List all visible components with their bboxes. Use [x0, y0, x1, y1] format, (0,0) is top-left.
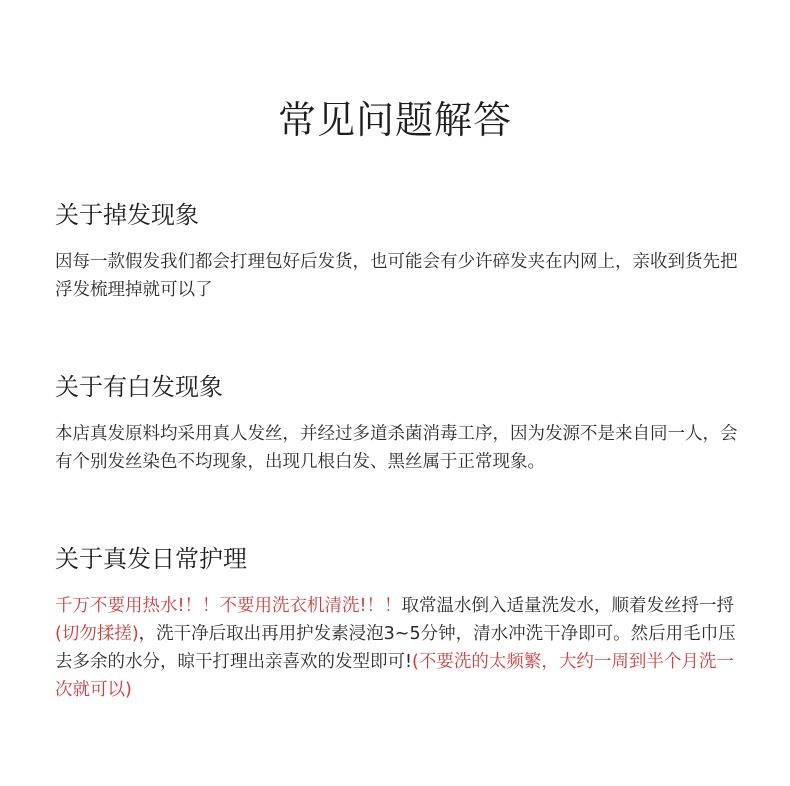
section-body: 因每一款假发我们都会打理包好后发货，也可能会有少许碎发夹在内网上，亲收到货先把浮发梳理掉就可以了	[55, 252, 738, 300]
section-heading: 关于掉发现象	[55, 201, 199, 229]
frequency-note: (不要洗的太频繁，大约一周到半个月洗一次就可以)	[55, 652, 734, 700]
section-body: 本店真发原料均采用真人发丝，并经过多道杀菌消毒工序，因为发源不是来自同一人，会有个别发丝染色不均现象，出现几根白发、黑丝属于正常现象。	[55, 424, 738, 472]
care-instructions-text: 取常温水倒入适量洗发水，顺着发丝捋一捋	[401, 596, 735, 616]
warning-text: 千万不要用热水!！！不要用洗衣机清洗!！！	[55, 596, 402, 616]
section-body	[55, 592, 745, 704]
page-title: 常见问题解答	[277, 98, 512, 142]
caution-note: (切勿揉搓)	[55, 624, 139, 644]
section-heading: 关于真发日常护理	[55, 545, 247, 573]
care-instructions-text: ，洗干净后取出再用护发素浸泡3~5分钟，清水冲洗干净即可。然后用毛巾压去多余的水分，晾干打理出亲喜欢的发型即可!	[55, 624, 736, 672]
section-white-hair	[55, 370, 745, 476]
section-hair-loss	[55, 198, 745, 304]
section-daily-care	[55, 542, 745, 704]
section-heading: 关于有白发现象	[55, 373, 223, 401]
